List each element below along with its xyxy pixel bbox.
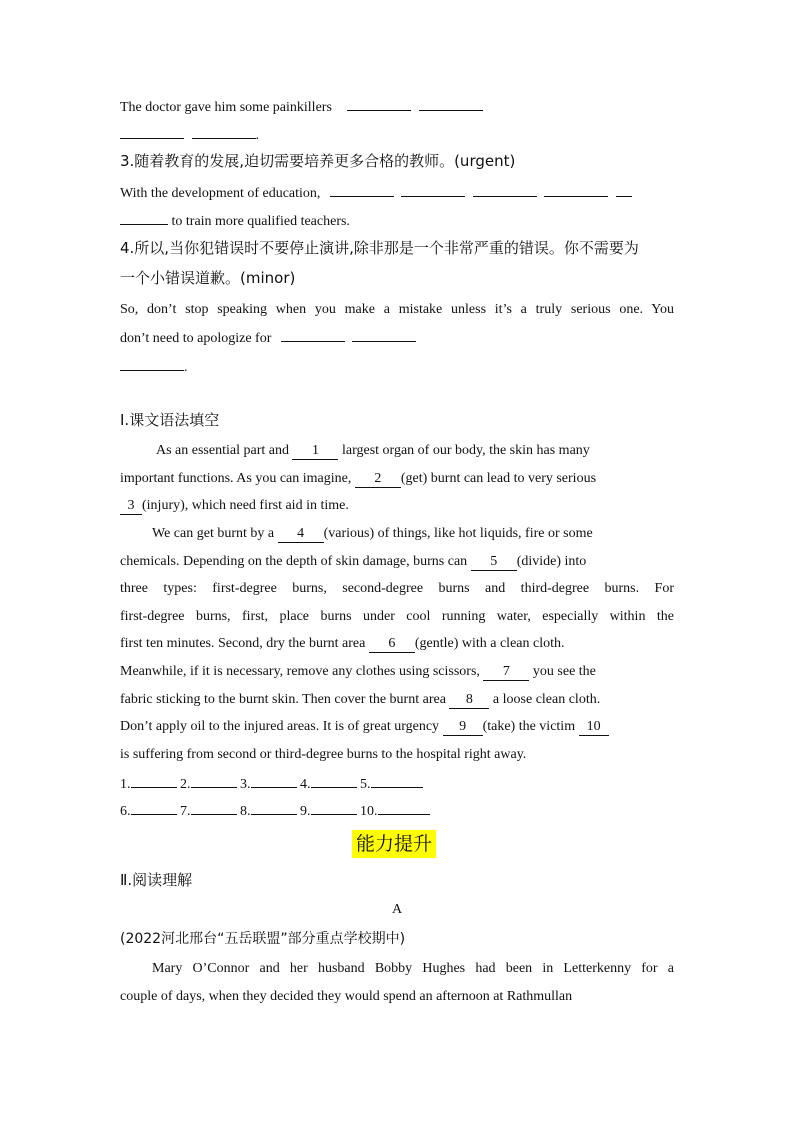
passage-text: chemicals. Depending on the depth of skin damage, burns can — [120, 554, 468, 569]
passage-text: (injury), which need first aid in time. — [142, 498, 349, 513]
answer-number: 2. — [180, 777, 191, 792]
item3-english-line1 — [120, 182, 674, 204]
item3-text-end: to train more qualified teachers. — [171, 214, 350, 229]
ability-banner: 能力提升 — [352, 830, 436, 858]
answer-number: 6. — [120, 804, 131, 819]
answer-number: 9. — [300, 804, 311, 819]
answer-number: 7. — [180, 804, 191, 819]
period: . — [255, 128, 259, 143]
passage-text: We can get burnt by a — [152, 526, 275, 541]
blank-10[interactable]: 10 — [579, 719, 609, 736]
passage-line: couple of days, when they decided they would spend an afternoon at Rathmullan — [120, 989, 573, 1004]
passage-text: fabric sticking to the burnt skin. Then cover the burnt area — [120, 692, 446, 707]
passage-text: a loose clean cloth. — [492, 692, 601, 707]
passage-text: (take) the victim — [482, 719, 576, 734]
passage-line — [120, 496, 674, 516]
item2-line1 — [120, 96, 674, 118]
passage-text: you see the — [532, 664, 596, 679]
section2-title: Ⅱ.阅读理解 — [120, 871, 193, 889]
blank-5[interactable]: 5 — [471, 554, 517, 571]
passage-text: (get) burnt can lead to very serious — [400, 471, 597, 486]
passage-line — [120, 552, 674, 572]
passage-source: (2022河北邢台“五岳联盟”部分重点学校期中) — [120, 931, 406, 947]
item3-chinese: 3.随着教育的发展,迫切需要培养更多合格的教师。(urgent) — [120, 152, 516, 170]
passage-label: A — [391, 902, 403, 917]
passage-text: (gentle) with a clean cloth. — [414, 636, 565, 651]
answer-number: 3. — [240, 777, 251, 792]
blank-3[interactable]: 3 — [120, 498, 142, 515]
period: . — [184, 360, 188, 375]
passage-line — [120, 717, 674, 737]
passage-text: important functions. As you can imagine, — [120, 471, 352, 486]
answer-blank[interactable] — [419, 96, 483, 111]
answer-blank[interactable] — [131, 800, 177, 815]
blank-2[interactable]: 2 — [355, 471, 401, 488]
item4-english-line2 — [120, 327, 674, 349]
answer-blank[interactable] — [131, 773, 177, 788]
blank-8[interactable]: 8 — [449, 692, 489, 709]
answer-blank[interactable] — [544, 182, 608, 197]
passage-line — [120, 662, 674, 682]
answer-blank[interactable] — [251, 800, 297, 815]
passage-line — [120, 690, 674, 710]
item2-line2 — [120, 124, 674, 146]
passage-line — [120, 441, 674, 461]
answer-blank[interactable] — [371, 773, 423, 788]
answer-blank[interactable] — [347, 96, 411, 111]
blank-9[interactable]: 9 — [443, 719, 483, 736]
answer-blank[interactable] — [473, 182, 537, 197]
item2-text: The doctor gave him some painkillers — [120, 100, 332, 115]
passage-line — [120, 469, 674, 489]
passage-text: (divide) into — [516, 554, 587, 569]
answer-number: 4. — [300, 777, 311, 792]
item4-chinese-line2: 一个小错误道歉。(minor) — [120, 269, 296, 287]
passage-line — [120, 524, 674, 544]
answer-blank[interactable] — [191, 800, 237, 815]
answer-blank[interactable] — [330, 182, 394, 197]
item3-text: With the development of education, — [120, 186, 321, 201]
answer-blank[interactable] — [616, 182, 632, 197]
answer-blank[interactable] — [120, 210, 168, 225]
passage-text: first ten minutes. Second, dry the burnt area — [120, 636, 366, 651]
item4-english-line1: So, don’t stop speaking when you make a mistake unless it’s a truly serious one. You — [120, 302, 674, 317]
answer-blank[interactable] — [192, 124, 256, 139]
answer-number: 1. — [120, 777, 131, 792]
blank-7[interactable]: 7 — [483, 664, 529, 681]
passage-text: Don’t apply oil to the injured areas. It is of great urgency — [120, 719, 440, 734]
item4-english-line3 — [120, 356, 674, 378]
item3-english-line2 — [120, 210, 674, 232]
answer-number: 10. — [360, 804, 378, 819]
answer-blank[interactable] — [120, 124, 184, 139]
answer-number: 8. — [240, 804, 251, 819]
passage-text: (various) of things, like hot liquids, fire or some — [323, 526, 593, 541]
answer-number: 5. — [360, 777, 371, 792]
answer-blank[interactable] — [120, 356, 184, 371]
passage-text: As an essential part and — [156, 443, 289, 458]
blank-6[interactable]: 6 — [369, 636, 415, 653]
passage-text: largest organ of our body, the skin has many — [341, 443, 590, 458]
answer-blank[interactable] — [251, 773, 297, 788]
passage-line: Mary O’Connor and her husband Bobby Hughes had been in Letterkenny for a — [152, 961, 674, 976]
blank-4[interactable]: 4 — [278, 526, 324, 543]
answer-blank[interactable] — [311, 800, 357, 815]
passage-line: first-degree burns, first, place burns under cool running water, especially within the — [120, 609, 674, 624]
passage-line: three types: first-degree burns, second-degree burns and third-degree burns. For — [120, 581, 674, 596]
passage-text: Meanwhile, if it is necessary, remove any clothes using scissors, — [120, 664, 480, 679]
answer-blank[interactable] — [281, 327, 345, 342]
section1-title: Ⅰ.课文语法填空 — [120, 411, 220, 429]
item4-chinese-line1: 4.所以,当你犯错误时不要停止演讲,除非那是一个非常严重的错误。你不需要为 — [120, 239, 639, 257]
answer-blank[interactable] — [311, 773, 357, 788]
answer-blank[interactable] — [191, 773, 237, 788]
passage-line — [120, 634, 674, 654]
blank-1[interactable]: 1 — [292, 443, 338, 460]
answer-blank[interactable] — [401, 182, 465, 197]
answer-blank[interactable] — [352, 327, 416, 342]
answer-row-1 — [120, 773, 674, 795]
passage-line: is suffering from second or third-degree burns to the hospital right away. — [120, 747, 527, 762]
answer-blank[interactable] — [378, 800, 430, 815]
item4-text: don’t need to apologize for — [120, 331, 272, 346]
answer-row-2 — [120, 800, 674, 822]
